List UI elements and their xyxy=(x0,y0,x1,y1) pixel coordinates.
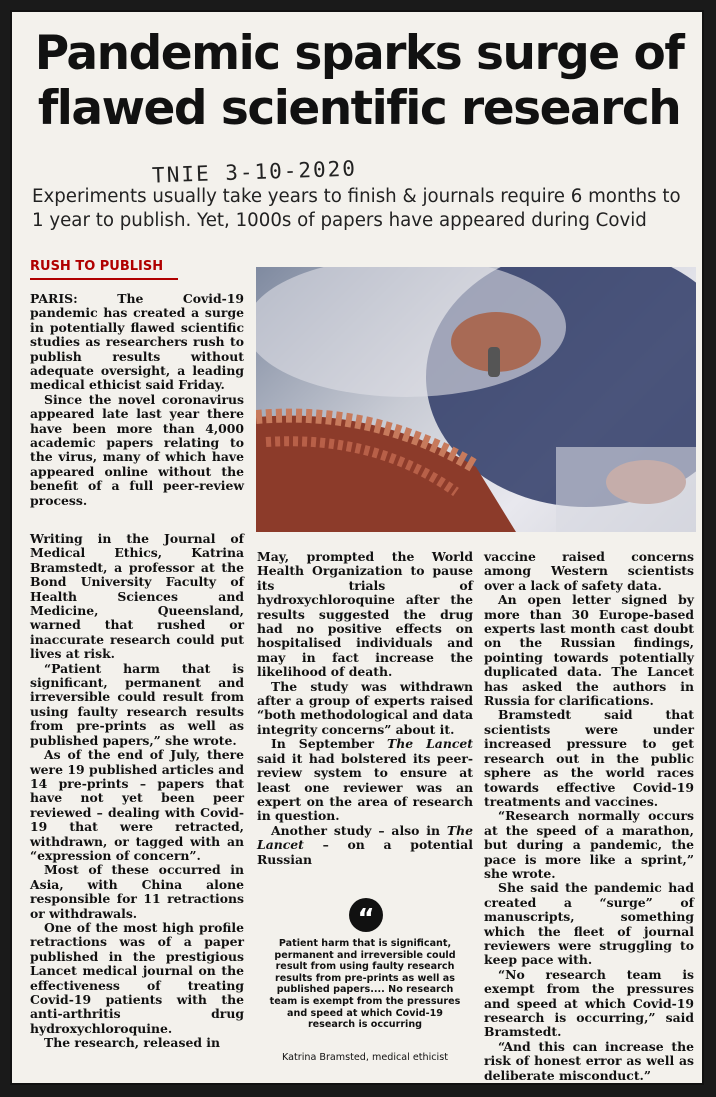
journal-name: The Lancet xyxy=(387,736,473,752)
text-run: said it had bolstered its peer-review system to ensure at least one reviewer was an expert on the area of research in question. xyxy=(257,750,473,824)
text-run: Another study – also in xyxy=(271,822,447,838)
quote-mark-icon: “ xyxy=(349,898,383,932)
paragraph: PARIS: The Covid-19 pandemic has created a surge in potentially flawed scientific studies as researchers rush to publish results without adequate oversight, a leading medical ethicist said Friday. xyxy=(30,291,244,393)
paragraph: The research, released in xyxy=(44,1035,221,1051)
subheadline: Experiments usually take years to finish & journals require 6 months to 1 year to publish. Yet, 1000s of papers have appeared during Covid xyxy=(32,186,681,231)
paragraph: “Research normally occurs at the speed of a marathon, but during a pandemic, the pace is more like a sprint,” she wrote. xyxy=(484,808,694,881)
paragraph xyxy=(257,824,473,867)
paragraph: She said the pandemic had created a “surge” of manuscripts, something which the fleet of journal reviewers were struggling to keep pace with. xyxy=(484,880,694,968)
column-2 xyxy=(257,550,473,867)
pull-quote-text: Patient harm that is significant, permanent and irreversible could result from using faulty research results from pre-prints as well as published papers.... No research team is exempt from the pressures and speed at which Covid-19 research is occurring xyxy=(269,938,461,1031)
paragraph: Most of these occurred in Asia, with China alone responsible for 11 retractions or withdrawals. xyxy=(30,862,244,921)
paragraph: “And this can increase the risk of honest error as well as deliberate misconduct.” xyxy=(484,1038,694,1083)
text-run: – on a potential Russian xyxy=(257,837,473,867)
section-kicker: RUSH TO PUBLISH xyxy=(30,259,164,274)
column-3 xyxy=(484,550,694,1083)
paragraph: “No research team is exempt from the pressures and speed at which Covid-19 research is occurring,” said Bramstedt. xyxy=(484,966,694,1040)
vials-photo-illustration xyxy=(256,267,696,532)
paragraph: An open letter signed by more than 30 Europe-based experts last month cast doubt on the Russian findings, pointing towards potentially duplicated data. The Lancet has asked the authors in Russia for clarifications. xyxy=(484,592,694,709)
paragraph: “Patient harm that is significant, permanent and irreversible could result from using faulty research results from pre-prints as well as published papers,” she wrote. xyxy=(30,660,244,748)
column-1-top xyxy=(30,292,244,508)
headline: Pandemic sparks surge of flawed scientific research xyxy=(34,26,684,136)
paragraph: Since the novel coronavirus appeared late last year there have been more than 4,000 academic papers relating to the virus, many of which have appeared online without the benefit of a full peer-review process. xyxy=(30,391,244,508)
paragraph: Bramstedt said that scientists were under increased pressure to get research out in the public sphere as the world races towards effective Covid-19 treatments and vaccines. xyxy=(484,707,694,809)
paragraph: One of the most high profile retractions was of a paper published in the prestigious Lancet medical journal on the effectiveness of treating Covid-19 patients with the anti-arthritis drug hydroxychloroquine. xyxy=(30,919,244,1036)
paragraph: As of the end of July, there were 19 published articles and 14 pre-prints – papers that have not yet been peer reviewed – dealing with Covid-19 that were retracted, withdrawn, or tagged with an “expression of concern”. xyxy=(30,747,244,863)
column-1-bottom xyxy=(30,532,244,1051)
paragraph: May, prompted the World Health Organization to pause its trials of hydroxychloroquine after the results suggested the drug had no positive effects on hospitalised individuals and may in fact increase the likelihood of death. xyxy=(257,549,473,680)
pull-quote xyxy=(257,892,473,1077)
text-run: In September xyxy=(271,736,388,752)
kicker-underline xyxy=(30,278,178,280)
newspaper-clipping xyxy=(10,10,704,1085)
paragraph: Writing in the Journal of Medical Ethics, Katrina Bramstedt, a professor at the Bond University Faculty of Health Sciences and Medicine, Queensland, warned that rushed or inaccurate research could put lives at risk. xyxy=(30,531,244,662)
paragraph: The study was withdrawn after a group of experts raised “both methodological and data integrity concerns” about it. xyxy=(257,678,473,737)
paragraph: vaccine raised concerns among Western scientists over a lack of safety data. xyxy=(484,549,694,593)
article-photo xyxy=(256,267,696,532)
journal-name: The Lancet xyxy=(257,822,473,853)
paragraph xyxy=(257,737,473,823)
handwritten-note: TNIE 3-10-2020 xyxy=(151,156,358,188)
pull-quote-attribution: Katrina Bramsted, medical ethicist xyxy=(282,1052,448,1063)
